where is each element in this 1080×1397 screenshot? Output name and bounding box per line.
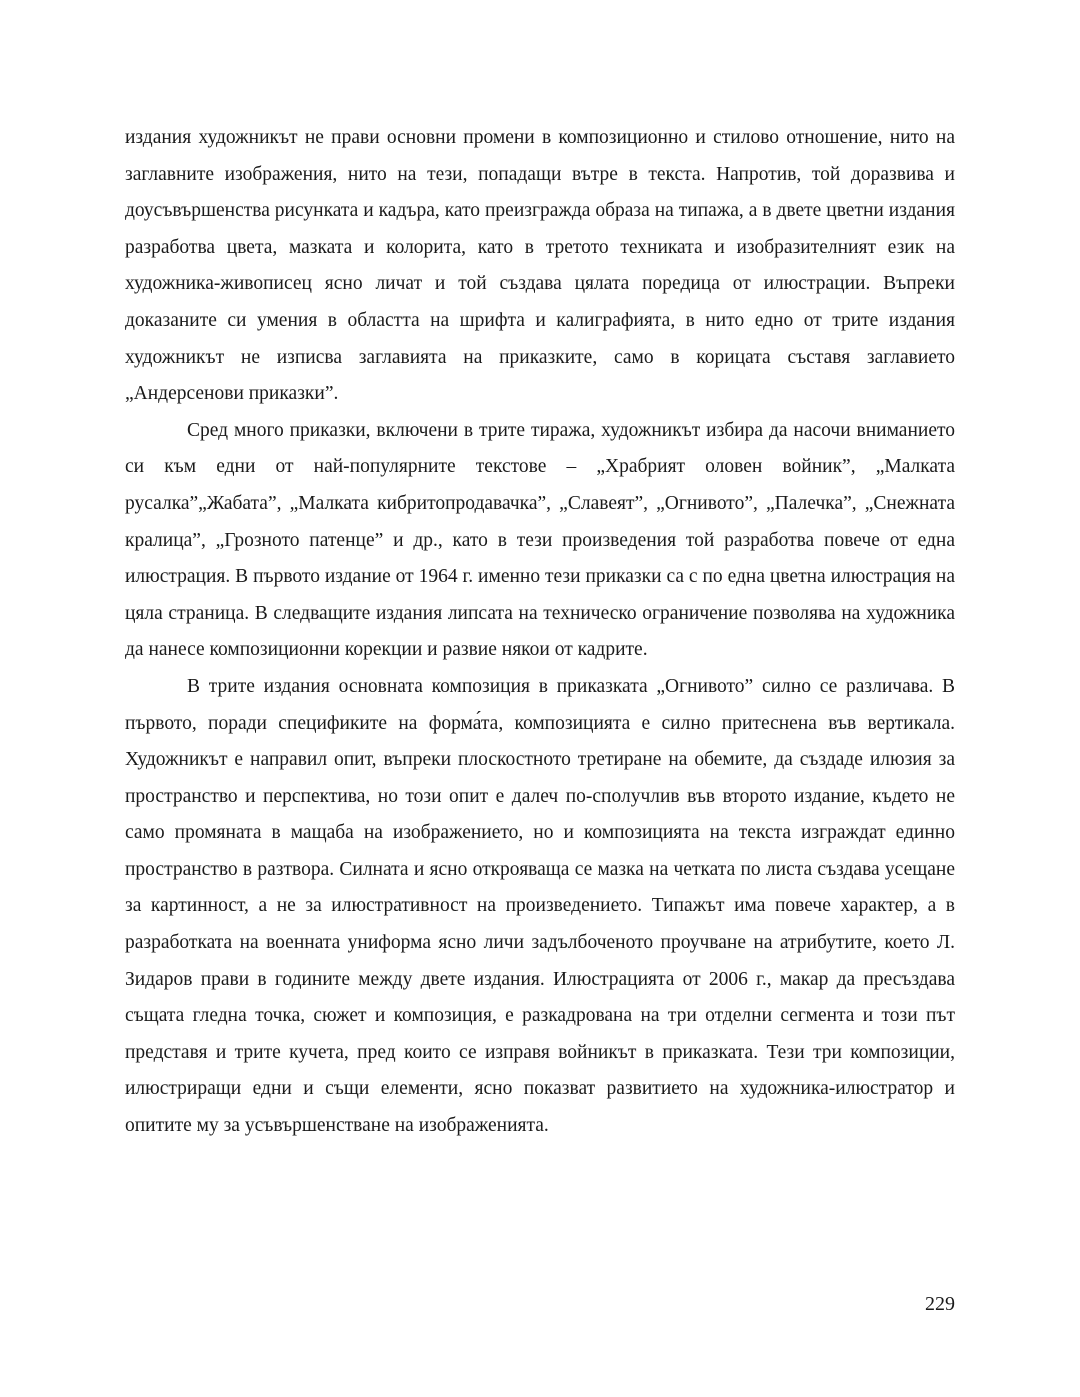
paragraph-1: издания художникът не прави основни промени в композиционно и стилово отношение, нито на заглавните изображения, нито на тези, попадащи вътре в текста. Напротив, той доразвива и доусъвършенства рисунката и кадъра, като преизгражда образа на типажа, а в двете цветни издания разработва цвета, мазката и колорита, като в третото техниката и изобразителният език на художника-живописец ясно личат и той създава цялата поредица от илюстрации. Въпреки доказаните си умения в областта на шрифта и калиграфията, в нито едно от трите издания художникът не изписва заглавията на приказките, само в корицата съставя заглавието „Андерсенови приказки”. <box>125 127 955 405</box>
paragraph-2: Сред много приказки, включени в трите тиража, художникът избира да насочи вниманието си към едни от най-популярните текстове – „Храбрият оловен войник”, „Малката русалка”„Жабата”, „Малката кибритопродавачка”, „Славеят”, „Огнивото”, „Палечка”, „Снежната кралица”, „Грозното патенце” и др., като в тези произведения той разработва повече от една илюстрация. В първото издание от 1964 г. именно тези приказки са с по една цветна илюстрация на цяла страница. В следващите издания липсата на техническо ограничение позволява на художника да нанесе композиционни корекции и развие някои от кадрите. <box>125 419 955 661</box>
paragraph-3: В трите издания основната композиция в приказката „Огнивото” силно се различава. В първото, поради спецификите на форма́та, композицията е силно притеснена във вертикала. Художникът е направил опит, въпреки плоскостното третиране на обемите, да създаде илюзия за пространство и перспектива, но този опит е далеч по-сполучлив във второто издание, където не само промяната в мащаба на изображението, но и композицията на текста изграждат единно пространство в разтвора. Силната и ясно открояваща се мазка на четката по листа създава усещане за картинност, а не за илюстративност на произведението. Типажът има повече характер, а в разработката на военната униформа ясно личи задълбоченото проучване на атрибутите, което Л. Зидаров прави в годините между двете издания. Илюстрацията от 2006 г., макар да пресъздава същата гледна точка, сюжет и композиция, е разкадрована на три отделни сегмента и този път представя и трите кучета, пред които се изправя войникът в приказката. Тези три композиции, илюстриращи едни и същи елементи, ясно показват развитието на художника-илюстратор и опитите му за усъвършенстване на изображенията. <box>125 675 955 1137</box>
page-number: 229 <box>925 1293 955 1315</box>
body-text <box>125 120 955 1145</box>
